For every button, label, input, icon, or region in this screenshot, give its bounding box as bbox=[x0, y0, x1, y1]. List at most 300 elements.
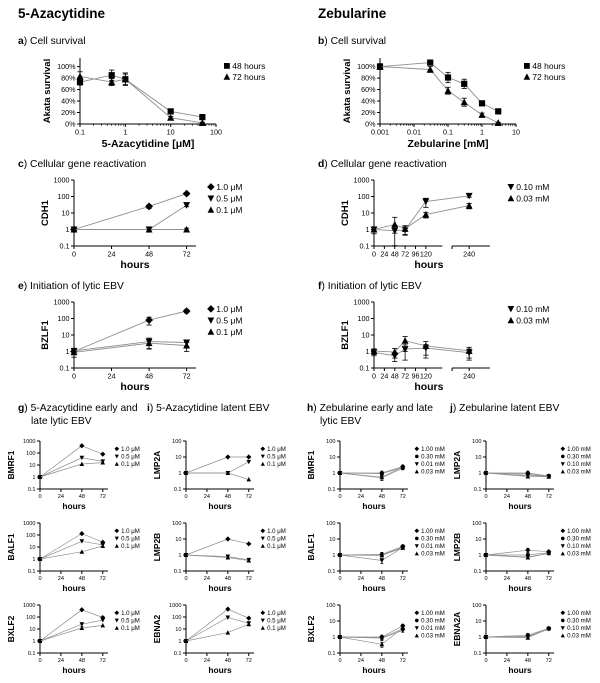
svg-text:100: 100 bbox=[357, 314, 370, 324]
svg-text:0.1: 0.1 bbox=[173, 486, 182, 493]
panel-i-header: i) 5-Azacytidine latent EBV bbox=[147, 403, 270, 414]
svg-text:1: 1 bbox=[32, 474, 36, 481]
svg-text:100: 100 bbox=[57, 314, 70, 324]
y-axis-label: Akata survival bbox=[42, 58, 53, 124]
svg-text:24: 24 bbox=[107, 371, 116, 381]
axes bbox=[337, 605, 408, 656]
svg-text:24: 24 bbox=[380, 249, 389, 259]
legend-marker-diamond-icon bbox=[207, 305, 215, 313]
svg-text:24: 24 bbox=[203, 576, 211, 583]
svg-text:0: 0 bbox=[338, 576, 342, 583]
svg-text:0: 0 bbox=[38, 658, 42, 665]
svg-text:1.0 μM: 1.0 μM bbox=[121, 609, 140, 617]
series-line bbox=[80, 76, 202, 123]
y-axis-label: BALF1 bbox=[306, 533, 316, 561]
svg-text:72: 72 bbox=[99, 494, 106, 501]
series-line bbox=[40, 625, 103, 641]
svg-text:1000: 1000 bbox=[353, 297, 370, 307]
series-line bbox=[74, 342, 187, 351]
svg-text:0.1: 0.1 bbox=[327, 650, 336, 657]
svg-text:1: 1 bbox=[32, 638, 36, 645]
legend-marker-triangle-down-icon bbox=[561, 462, 565, 466]
y-axis-label: BMRF1 bbox=[6, 450, 16, 480]
series-48 hours bbox=[77, 70, 206, 120]
svg-text:100: 100 bbox=[472, 438, 482, 445]
svg-text:0.1: 0.1 bbox=[473, 568, 482, 575]
svg-text:0.1: 0.1 bbox=[473, 486, 482, 493]
svg-text:0.30 mM: 0.30 mM bbox=[421, 453, 445, 461]
panel-a-header: a) Cell survival bbox=[18, 36, 86, 47]
svg-text:48: 48 bbox=[524, 658, 531, 665]
svg-text:48: 48 bbox=[78, 576, 85, 583]
panel-g-header: g) 5-Azacytidine early and late lytic EBV bbox=[18, 403, 138, 428]
svg-text:1.00 mM: 1.00 mM bbox=[567, 609, 591, 617]
svg-text:1: 1 bbox=[478, 634, 482, 641]
svg-text:10: 10 bbox=[29, 462, 36, 469]
svg-text:0.1 μM: 0.1 μM bbox=[267, 461, 286, 469]
legend-marker-circle-icon bbox=[561, 455, 565, 459]
axes bbox=[71, 302, 196, 371]
svg-text:10: 10 bbox=[329, 454, 336, 461]
svg-text:0.5 μM: 0.5 μM bbox=[121, 535, 140, 543]
legend-marker-triangle-down-icon bbox=[261, 619, 265, 623]
svg-text:0.01 mM: 0.01 mM bbox=[421, 461, 445, 469]
svg-text:24: 24 bbox=[503, 658, 511, 665]
svg-text:48: 48 bbox=[390, 249, 399, 259]
tick-labels bbox=[172, 439, 252, 500]
panel-h-header: h) Zebularine early and late lytic EBV bbox=[307, 403, 433, 428]
svg-text:72: 72 bbox=[182, 371, 191, 381]
svg-text:48 hours: 48 hours bbox=[532, 60, 566, 71]
svg-text:0.1: 0.1 bbox=[59, 241, 70, 251]
x-axis-label: hours bbox=[62, 501, 86, 511]
svg-text:1: 1 bbox=[32, 556, 36, 563]
svg-text:1000: 1000 bbox=[353, 175, 370, 185]
svg-text:0: 0 bbox=[484, 576, 488, 583]
svg-text:10: 10 bbox=[175, 454, 182, 461]
chart-j-lmp2b bbox=[452, 518, 599, 598]
legend-marker-triangle-down-icon bbox=[115, 455, 119, 459]
legend bbox=[114, 528, 139, 550]
svg-text:100: 100 bbox=[172, 614, 182, 621]
series-1.0 μM bbox=[37, 443, 105, 479]
svg-text:1.0 μM: 1.0 μM bbox=[216, 181, 243, 192]
series-1.0 μM bbox=[70, 190, 190, 234]
x-axis-label: 5-Azacytidine [μM] bbox=[101, 138, 195, 150]
svg-text:0: 0 bbox=[184, 658, 188, 665]
svg-text:1: 1 bbox=[332, 552, 336, 559]
x-axis-label: hours bbox=[120, 259, 150, 271]
svg-text:48: 48 bbox=[524, 576, 531, 583]
svg-text:1000: 1000 bbox=[53, 175, 70, 185]
svg-text:0.1: 0.1 bbox=[27, 650, 36, 657]
svg-text:48: 48 bbox=[524, 494, 531, 501]
svg-text:0.5 μM: 0.5 μM bbox=[121, 617, 140, 625]
svg-text:1.00 mM: 1.00 mM bbox=[421, 445, 445, 453]
svg-text:10: 10 bbox=[512, 127, 520, 137]
svg-text:100: 100 bbox=[326, 602, 336, 609]
series-0.5 μM bbox=[38, 539, 105, 561]
svg-text:0.03 mM: 0.03 mM bbox=[421, 468, 445, 476]
legend-marker-triangle-up-icon bbox=[261, 544, 265, 548]
svg-text:0.01 mM: 0.01 mM bbox=[421, 625, 445, 633]
series-72 hours bbox=[376, 63, 501, 126]
legend-marker-circle-icon bbox=[561, 619, 565, 623]
svg-text:0: 0 bbox=[372, 371, 376, 381]
svg-text:240: 240 bbox=[463, 371, 476, 381]
chart-a-cell-survival-5-azacytidine bbox=[16, 50, 300, 152]
chart-j-ebna2a bbox=[452, 600, 599, 680]
svg-text:1.0 μM: 1.0 μM bbox=[267, 445, 286, 453]
legend bbox=[260, 446, 285, 468]
axes bbox=[71, 180, 196, 249]
tick-labels bbox=[172, 521, 252, 582]
svg-text:10: 10 bbox=[29, 626, 36, 633]
svg-text:72: 72 bbox=[399, 576, 406, 583]
legend-marker-triangle-up-icon bbox=[261, 462, 265, 466]
svg-text:100: 100 bbox=[472, 602, 482, 609]
axes bbox=[37, 523, 108, 574]
svg-text:0.30 mM: 0.30 mM bbox=[567, 617, 591, 625]
svg-text:72 hours: 72 hours bbox=[532, 71, 566, 82]
svg-text:24: 24 bbox=[380, 371, 389, 381]
svg-text:0.03 mM: 0.03 mM bbox=[516, 315, 550, 326]
svg-text:120: 120 bbox=[419, 371, 432, 381]
svg-text:1: 1 bbox=[65, 225, 70, 235]
svg-text:72: 72 bbox=[99, 576, 106, 583]
svg-text:48: 48 bbox=[145, 249, 154, 259]
chart-i-ebna2 bbox=[152, 600, 299, 680]
svg-text:1.0 μM: 1.0 μM bbox=[267, 609, 286, 617]
svg-text:10: 10 bbox=[175, 626, 182, 633]
series-line bbox=[186, 555, 249, 561]
legend bbox=[260, 528, 285, 550]
tick-labels bbox=[472, 439, 552, 500]
svg-text:72: 72 bbox=[399, 494, 406, 501]
svg-text:0: 0 bbox=[184, 494, 188, 501]
series-1.00 mM bbox=[483, 470, 551, 478]
legend-marker-diamond-icon bbox=[114, 610, 119, 615]
svg-text:0.001: 0.001 bbox=[371, 127, 389, 137]
svg-text:1.00 mM: 1.00 mM bbox=[567, 445, 591, 453]
svg-text:0.01 mM: 0.01 mM bbox=[421, 543, 445, 551]
svg-text:48: 48 bbox=[224, 494, 231, 501]
legend-marker-triangle-up-icon bbox=[561, 469, 565, 473]
legend-marker-diamond-icon bbox=[560, 610, 565, 615]
axes bbox=[77, 58, 216, 127]
svg-text:24: 24 bbox=[357, 658, 365, 665]
series-line bbox=[486, 550, 549, 555]
series-line bbox=[374, 341, 469, 352]
svg-text:0.5 μM: 0.5 μM bbox=[121, 453, 140, 461]
legend-marker-triangle-up-icon bbox=[115, 462, 119, 466]
svg-text:0.1: 0.1 bbox=[443, 127, 453, 137]
y-axis-label: BZLF1 bbox=[340, 320, 351, 350]
svg-text:10: 10 bbox=[61, 208, 70, 218]
chart-g-balf1 bbox=[6, 518, 153, 598]
legend-marker-triangle-up-icon bbox=[115, 626, 119, 630]
legend-marker-triangle-down-icon bbox=[508, 184, 515, 190]
legend-marker-diamond-icon bbox=[207, 183, 215, 191]
series-line bbox=[186, 473, 249, 479]
legend-marker-triangle-down-icon bbox=[415, 462, 419, 466]
svg-text:0: 0 bbox=[338, 494, 342, 501]
series-line bbox=[40, 541, 103, 559]
svg-text:0: 0 bbox=[184, 576, 188, 583]
panel-f-header: f) Initiation of lytic EBV bbox=[318, 281, 422, 292]
axes bbox=[483, 441, 554, 492]
x-axis-label: hours bbox=[508, 501, 532, 511]
legend-marker-triangle-down-icon bbox=[208, 196, 215, 202]
legend bbox=[560, 610, 590, 640]
svg-text:0.1: 0.1 bbox=[327, 568, 336, 575]
legend-marker-diamond-icon bbox=[260, 610, 265, 615]
y-axis-label: LMP2A bbox=[152, 450, 162, 480]
legend-marker-triangle-down-icon bbox=[561, 626, 565, 630]
y-axis-label: BMRF1 bbox=[306, 450, 316, 480]
svg-text:80%: 80% bbox=[61, 73, 76, 83]
svg-text:1: 1 bbox=[478, 470, 482, 477]
legend-marker-diamond-icon bbox=[114, 446, 119, 451]
svg-text:40%: 40% bbox=[61, 96, 76, 106]
svg-text:0.1: 0.1 bbox=[27, 486, 36, 493]
svg-text:1: 1 bbox=[178, 638, 182, 645]
svg-text:10: 10 bbox=[361, 330, 370, 340]
svg-text:72: 72 bbox=[399, 658, 406, 665]
svg-text:1000: 1000 bbox=[23, 520, 36, 527]
legend bbox=[414, 446, 444, 476]
legend-marker-circle-icon bbox=[415, 455, 419, 459]
svg-text:0.1: 0.1 bbox=[27, 568, 36, 575]
x-axis-label: Zebularine [mM] bbox=[407, 138, 489, 150]
x-axis-label: hours bbox=[362, 501, 386, 511]
svg-text:100: 100 bbox=[172, 438, 182, 445]
svg-text:72: 72 bbox=[182, 249, 191, 259]
legend-marker-triangle-up-icon bbox=[524, 73, 531, 79]
svg-text:100: 100 bbox=[357, 192, 370, 202]
svg-text:1.00 mM: 1.00 mM bbox=[421, 527, 445, 535]
y-axis-label: BZLF1 bbox=[40, 320, 51, 350]
legend-marker-triangle-up-icon bbox=[224, 73, 231, 79]
series-line bbox=[340, 467, 403, 477]
legend-marker-triangle-up-icon bbox=[561, 633, 565, 637]
chart-e-bzlf1-5-azacytidine bbox=[16, 296, 300, 396]
svg-text:0%: 0% bbox=[365, 119, 376, 129]
svg-text:0.10 mM: 0.10 mM bbox=[516, 303, 550, 314]
chart-f-bzlf1-zebularine bbox=[316, 296, 600, 396]
svg-text:0: 0 bbox=[338, 658, 342, 665]
series-0.10 mM bbox=[371, 345, 473, 362]
svg-text:72: 72 bbox=[545, 658, 552, 665]
series-line bbox=[74, 194, 187, 230]
svg-text:10: 10 bbox=[475, 454, 482, 461]
svg-text:100%: 100% bbox=[57, 62, 76, 72]
svg-text:240: 240 bbox=[463, 249, 476, 259]
x-axis-label: hours bbox=[362, 665, 386, 675]
svg-text:0.1 μM: 0.1 μM bbox=[121, 543, 140, 551]
series-1.0 μM bbox=[183, 607, 251, 644]
chart-i-lmp2b bbox=[152, 518, 299, 598]
svg-text:100: 100 bbox=[26, 450, 36, 457]
svg-text:72: 72 bbox=[245, 658, 252, 665]
column-title-5-azacytidine: 5-Azacytidine bbox=[18, 6, 106, 21]
legend-marker-diamond-icon bbox=[260, 528, 265, 533]
series-0.03 mM bbox=[338, 626, 405, 648]
panel-d-header: d) Cellular gene reactivation bbox=[318, 159, 447, 170]
tick-labels bbox=[326, 521, 406, 582]
svg-text:0.1: 0.1 bbox=[359, 241, 370, 251]
svg-text:72 hours: 72 hours bbox=[232, 71, 266, 82]
svg-text:0.1: 0.1 bbox=[173, 650, 182, 657]
axes bbox=[371, 302, 490, 371]
series-line bbox=[186, 539, 249, 555]
x-axis-label: hours bbox=[208, 501, 232, 511]
x-axis-label: hours bbox=[208, 665, 232, 675]
svg-text:0.1: 0.1 bbox=[473, 650, 482, 657]
axes bbox=[37, 605, 108, 656]
chart-h-bmrf1 bbox=[306, 436, 453, 516]
legend bbox=[224, 61, 266, 82]
svg-text:24: 24 bbox=[57, 494, 65, 501]
legend-marker-triangle-up-icon bbox=[415, 469, 419, 473]
svg-text:0.03 mM: 0.03 mM bbox=[567, 550, 591, 558]
svg-text:0.1 μM: 0.1 μM bbox=[121, 461, 140, 469]
svg-text:72: 72 bbox=[545, 576, 552, 583]
legend-marker-triangle-up-icon bbox=[115, 544, 119, 548]
svg-text:48: 48 bbox=[390, 371, 399, 381]
y-axis-label: CDH1 bbox=[340, 200, 351, 226]
y-axis-label: LMP2A bbox=[452, 450, 462, 480]
legend-marker-circle-icon bbox=[561, 537, 565, 541]
chart-h-balf1 bbox=[306, 518, 453, 598]
svg-text:72: 72 bbox=[245, 494, 252, 501]
svg-text:0.1 μM: 0.1 μM bbox=[216, 204, 243, 215]
legend-marker-triangle-up-icon bbox=[261, 626, 265, 630]
tick-labels bbox=[23, 521, 106, 582]
svg-text:24: 24 bbox=[357, 576, 365, 583]
series-line bbox=[374, 196, 469, 231]
chart-g-bxlf2 bbox=[6, 600, 153, 680]
svg-text:100: 100 bbox=[57, 192, 70, 202]
svg-text:48 hours: 48 hours bbox=[232, 60, 266, 71]
svg-text:10: 10 bbox=[329, 618, 336, 625]
series-line bbox=[186, 609, 249, 641]
svg-text:1000: 1000 bbox=[23, 602, 36, 609]
svg-text:10: 10 bbox=[475, 618, 482, 625]
svg-text:0.1: 0.1 bbox=[327, 486, 336, 493]
svg-text:24: 24 bbox=[57, 658, 65, 665]
series-1.0 μM bbox=[37, 531, 105, 562]
legend bbox=[560, 528, 590, 558]
svg-text:1000: 1000 bbox=[53, 297, 70, 307]
svg-text:48: 48 bbox=[78, 494, 85, 501]
legend-marker-triangle-up-icon bbox=[415, 633, 419, 637]
x-axis-label: hours bbox=[62, 583, 86, 593]
tick-labels bbox=[169, 603, 252, 664]
axes bbox=[337, 441, 408, 492]
legend-marker-triangle-down-icon bbox=[115, 537, 119, 541]
svg-text:0.10 mM: 0.10 mM bbox=[516, 181, 550, 192]
legend bbox=[207, 182, 242, 215]
chart-b-cell-survival-zebularine bbox=[316, 50, 600, 152]
svg-text:0: 0 bbox=[372, 249, 376, 259]
svg-text:0.30 mM: 0.30 mM bbox=[421, 535, 445, 543]
svg-text:0.30 mM: 0.30 mM bbox=[567, 453, 591, 461]
series-line bbox=[186, 457, 249, 473]
x-axis-label: hours bbox=[508, 665, 532, 675]
svg-text:0.5 μM: 0.5 μM bbox=[216, 315, 243, 326]
svg-text:72: 72 bbox=[401, 249, 410, 259]
legend bbox=[114, 446, 139, 468]
series-line bbox=[340, 467, 403, 473]
x-axis-label: hours bbox=[120, 381, 150, 393]
series-0.5 μM bbox=[71, 338, 191, 354]
svg-text:10: 10 bbox=[361, 208, 370, 218]
series-0.03 mM bbox=[371, 202, 473, 246]
tick-labels bbox=[472, 521, 552, 582]
legend-marker-triangle-down-icon bbox=[415, 626, 419, 630]
chart-j-lmp2a bbox=[452, 436, 599, 516]
svg-text:0.03 mM: 0.03 mM bbox=[516, 193, 550, 204]
svg-text:1000: 1000 bbox=[23, 438, 36, 445]
svg-text:0: 0 bbox=[72, 249, 76, 259]
svg-text:100: 100 bbox=[210, 127, 222, 137]
legend-marker-square-icon bbox=[224, 63, 230, 69]
svg-text:0%: 0% bbox=[65, 119, 76, 129]
svg-text:0.1: 0.1 bbox=[173, 568, 182, 575]
svg-text:0.5 μM: 0.5 μM bbox=[267, 617, 286, 625]
y-axis-label: EBNA2A bbox=[452, 611, 462, 647]
axes bbox=[183, 523, 254, 574]
svg-text:0.01: 0.01 bbox=[407, 127, 421, 137]
legend-marker-diamond-icon bbox=[114, 528, 119, 533]
chart-h-bxlf2 bbox=[306, 600, 453, 680]
series-1.0 μM bbox=[183, 454, 251, 475]
legend-marker-circle-icon bbox=[415, 619, 419, 623]
svg-text:0.03 mM: 0.03 mM bbox=[567, 632, 591, 640]
svg-text:1: 1 bbox=[65, 347, 70, 357]
y-axis-label: LMP2B bbox=[452, 532, 462, 562]
legend-marker-diamond-icon bbox=[414, 528, 419, 533]
svg-text:1: 1 bbox=[365, 225, 370, 235]
y-axis-label: Akata survival bbox=[342, 58, 353, 124]
svg-text:48: 48 bbox=[145, 371, 154, 381]
panel-c-header: c) Cellular gene reactivation bbox=[18, 159, 147, 170]
series-0.1 μM bbox=[38, 544, 105, 561]
series-line bbox=[340, 629, 403, 638]
legend-marker-triangle-down-icon bbox=[208, 318, 215, 324]
svg-text:1: 1 bbox=[178, 552, 182, 559]
svg-text:0: 0 bbox=[484, 658, 488, 665]
legend-marker-diamond-icon bbox=[414, 610, 419, 615]
y-axis-label: CDH1 bbox=[40, 200, 51, 226]
x-axis-label: hours bbox=[414, 259, 444, 271]
svg-text:20%: 20% bbox=[361, 108, 376, 118]
svg-text:0.30 mM: 0.30 mM bbox=[567, 535, 591, 543]
svg-text:1: 1 bbox=[332, 634, 336, 641]
legend-marker-diamond-icon bbox=[260, 446, 265, 451]
svg-text:48: 48 bbox=[378, 658, 385, 665]
series-1.0 μM bbox=[183, 536, 251, 557]
svg-text:48: 48 bbox=[224, 576, 231, 583]
svg-text:72: 72 bbox=[401, 371, 410, 381]
series-line bbox=[186, 462, 249, 473]
series-line bbox=[186, 618, 249, 642]
svg-text:60%: 60% bbox=[361, 85, 376, 95]
svg-text:96: 96 bbox=[411, 249, 420, 259]
y-axis-label: BALF1 bbox=[6, 533, 16, 561]
svg-text:0.1: 0.1 bbox=[59, 363, 70, 373]
